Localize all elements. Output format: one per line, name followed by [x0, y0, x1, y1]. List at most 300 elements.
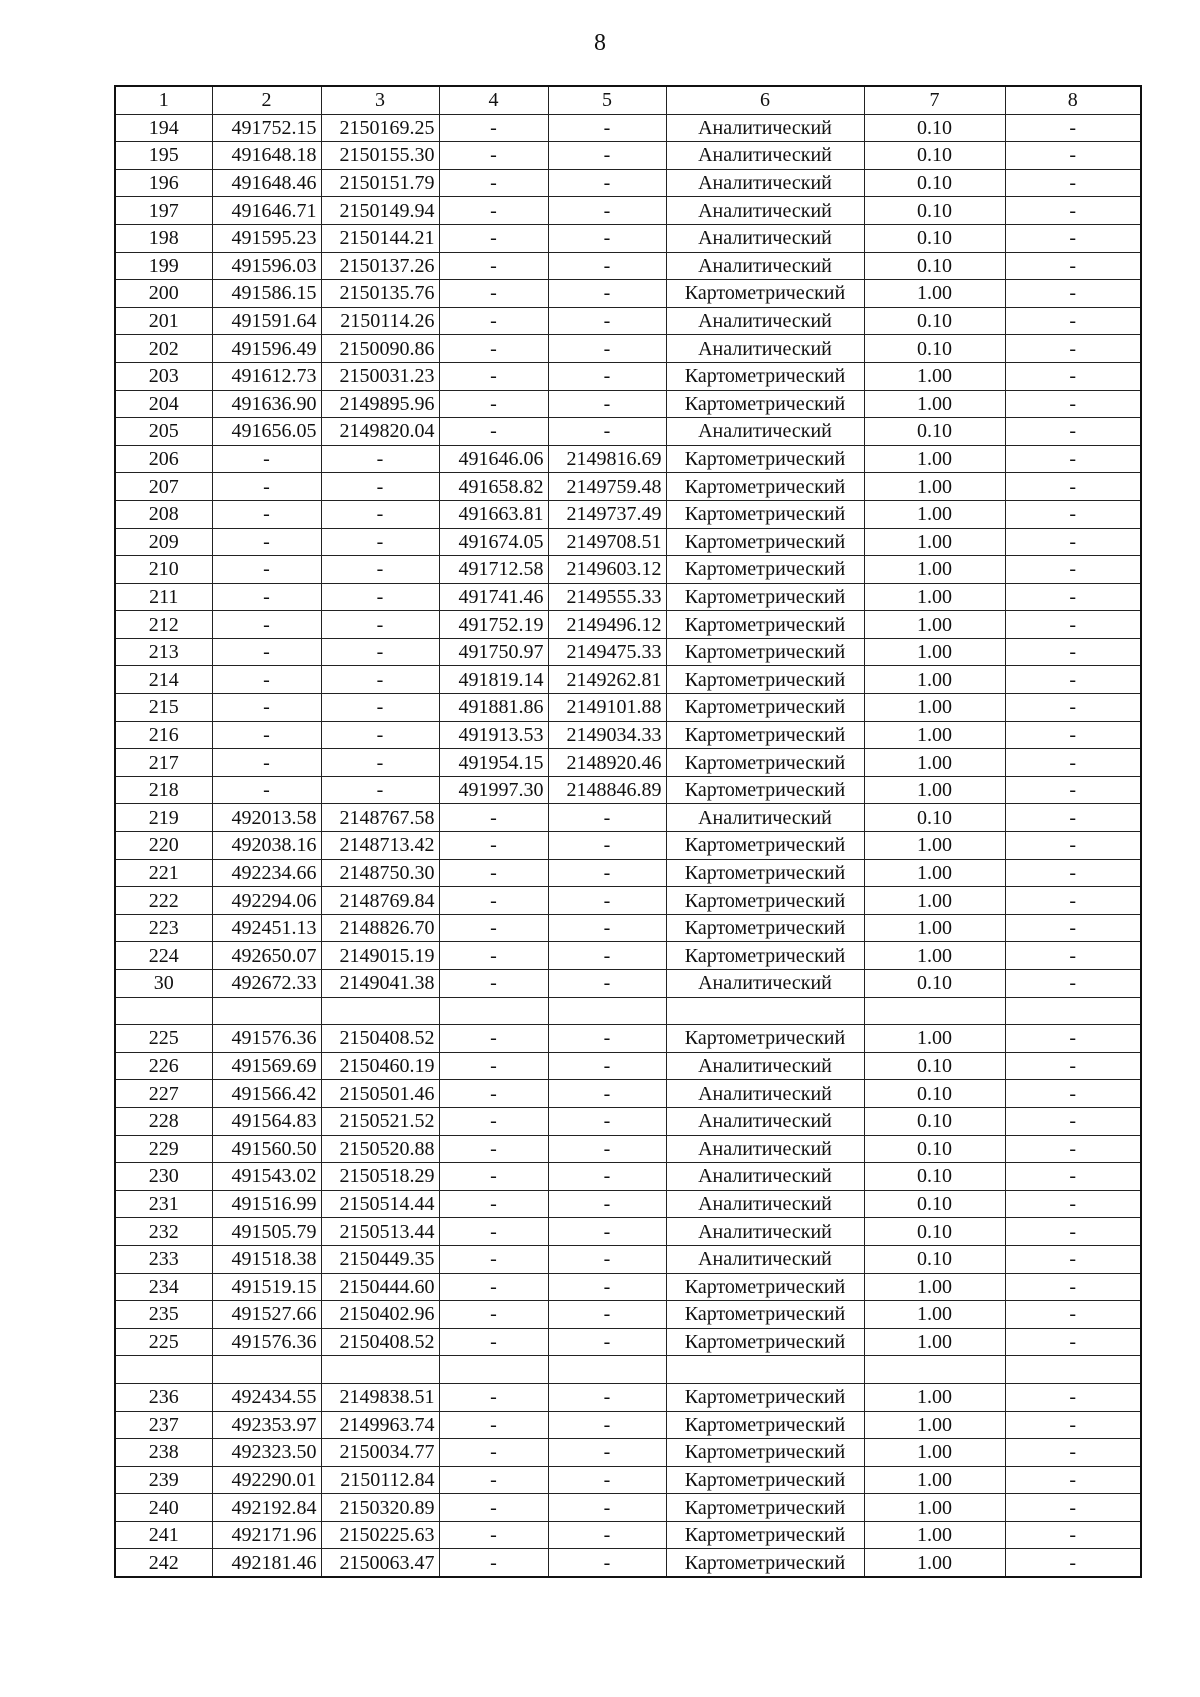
x-coord-cell: 491566.42 [212, 1080, 321, 1108]
x-alt-coord-cell [439, 1356, 548, 1384]
note-cell: - [1005, 445, 1141, 473]
note-cell: - [1005, 556, 1141, 584]
accuracy-cell: 1.00 [864, 638, 1005, 666]
y-alt-coord-cell: - [548, 142, 666, 170]
y-alt-coord-cell: - [548, 335, 666, 363]
x-alt-coord-cell: - [439, 1135, 548, 1163]
method-cell: Аналитический [666, 335, 864, 363]
note-cell: - [1005, 776, 1141, 804]
x-alt-coord-cell: - [439, 1273, 548, 1301]
column-header: 8 [1005, 86, 1141, 114]
x-coord-cell: 492171.96 [212, 1521, 321, 1549]
x-coord-cell: 491518.38 [212, 1245, 321, 1273]
y-coord-cell: 2150112.84 [321, 1466, 439, 1494]
method-cell: Аналитический [666, 224, 864, 252]
point-number-cell: 221 [115, 859, 212, 887]
table-row [115, 280, 1141, 308]
y-alt-coord-cell: 2149034.33 [548, 721, 666, 749]
note-cell: - [1005, 142, 1141, 170]
y-coord-cell: 2149820.04 [321, 418, 439, 446]
point-number-cell: 230 [115, 1163, 212, 1191]
x-coord-cell: 492181.46 [212, 1549, 321, 1577]
y-alt-coord-cell: - [548, 1273, 666, 1301]
table-row [115, 390, 1141, 418]
point-number-cell: 234 [115, 1273, 212, 1301]
x-coord-cell: 492353.97 [212, 1411, 321, 1439]
method-cell: Картометрический [666, 1521, 864, 1549]
x-alt-coord-cell: - [439, 1549, 548, 1577]
accuracy-cell: 1.00 [864, 887, 1005, 915]
note-cell: - [1005, 390, 1141, 418]
y-coord-cell: 2148767.58 [321, 804, 439, 832]
y-alt-coord-cell: - [548, 1494, 666, 1522]
point-number-cell: 241 [115, 1521, 212, 1549]
x-coord-cell: 492650.07 [212, 942, 321, 970]
accuracy-cell: 1.00 [864, 583, 1005, 611]
note-cell: - [1005, 1107, 1141, 1135]
x-coord-cell: 491596.49 [212, 335, 321, 363]
x-alt-coord-cell [439, 997, 548, 1025]
y-alt-coord-cell: 2149759.48 [548, 473, 666, 501]
note-cell: - [1005, 942, 1141, 970]
point-number-cell: 206 [115, 445, 212, 473]
y-coord-cell: 2149963.74 [321, 1411, 439, 1439]
table-row [115, 1301, 1141, 1329]
x-alt-coord-cell: - [439, 1494, 548, 1522]
point-number-cell: 209 [115, 528, 212, 556]
y-alt-coord-cell: - [548, 1411, 666, 1439]
note-cell: - [1005, 1494, 1141, 1522]
x-coord-cell: 492013.58 [212, 804, 321, 832]
x-coord-cell: 492234.66 [212, 859, 321, 887]
x-alt-coord-cell: 491712.58 [439, 556, 548, 584]
y-alt-coord-cell: 2149603.12 [548, 556, 666, 584]
point-number-cell: 220 [115, 832, 212, 860]
point-number-cell: 201 [115, 307, 212, 335]
accuracy-cell: 0.10 [864, 804, 1005, 832]
accuracy-cell: 0.10 [864, 114, 1005, 142]
table-row [115, 1163, 1141, 1191]
table-row [115, 1549, 1141, 1577]
accuracy-cell: 0.10 [864, 1052, 1005, 1080]
y-coord-cell [321, 997, 439, 1025]
note-cell: - [1005, 307, 1141, 335]
method-cell: Аналитический [666, 114, 864, 142]
method-cell: Аналитический [666, 1218, 864, 1246]
point-number-cell: 219 [115, 804, 212, 832]
table-row [115, 1328, 1141, 1356]
accuracy-cell [864, 1356, 1005, 1384]
accuracy-cell [864, 997, 1005, 1025]
coordinates-table [114, 85, 1142, 1578]
table-row [115, 666, 1141, 694]
accuracy-cell: 1.00 [864, 362, 1005, 390]
point-number-cell: 223 [115, 914, 212, 942]
y-alt-coord-cell: - [548, 1466, 666, 1494]
note-cell: - [1005, 169, 1141, 197]
x-coord-cell: 491569.69 [212, 1052, 321, 1080]
method-cell: Картометрический [666, 914, 864, 942]
note-cell: - [1005, 252, 1141, 280]
point-number-cell: 242 [115, 1549, 212, 1577]
method-cell: Картометрический [666, 390, 864, 418]
method-cell: Картометрический [666, 1411, 864, 1439]
table-row [115, 307, 1141, 335]
y-alt-coord-cell: 2149737.49 [548, 500, 666, 528]
table-row [115, 1245, 1141, 1273]
note-cell [1005, 997, 1141, 1025]
table-row [115, 997, 1141, 1025]
method-cell: Картометрический [666, 749, 864, 777]
note-cell: - [1005, 528, 1141, 556]
table-row [115, 1025, 1141, 1053]
y-alt-coord-cell: - [548, 887, 666, 915]
y-alt-coord-cell: 2148920.46 [548, 749, 666, 777]
point-number-cell: 225 [115, 1328, 212, 1356]
y-coord-cell: 2150137.26 [321, 252, 439, 280]
accuracy-cell: 0.10 [864, 1107, 1005, 1135]
method-cell: Картометрический [666, 1549, 864, 1577]
y-coord-cell: 2150460.19 [321, 1052, 439, 1080]
table-row [115, 638, 1141, 666]
table-row [115, 859, 1141, 887]
y-alt-coord-cell: - [548, 1163, 666, 1191]
note-cell: - [1005, 1411, 1141, 1439]
accuracy-cell: 1.00 [864, 1439, 1005, 1467]
method-cell: Картометрический [666, 1494, 864, 1522]
note-cell: - [1005, 1163, 1141, 1191]
x-alt-coord-cell: - [439, 832, 548, 860]
method-cell: Аналитический [666, 1080, 864, 1108]
note-cell: - [1005, 224, 1141, 252]
point-number-cell: 215 [115, 694, 212, 722]
table-row [115, 1439, 1141, 1467]
method-cell: Картометрический [666, 611, 864, 639]
table-row [115, 473, 1141, 501]
x-coord-cell: 491564.83 [212, 1107, 321, 1135]
note-cell: - [1005, 473, 1141, 501]
x-alt-coord-cell: - [439, 1190, 548, 1218]
y-coord-cell: 2150169.25 [321, 114, 439, 142]
x-coord-cell: - [212, 528, 321, 556]
method-cell: Аналитический [666, 1107, 864, 1135]
x-alt-coord-cell: - [439, 390, 548, 418]
note-cell: - [1005, 1328, 1141, 1356]
note-cell: - [1005, 666, 1141, 694]
x-alt-coord-cell: - [439, 1107, 548, 1135]
accuracy-cell: 1.00 [864, 749, 1005, 777]
note-cell: - [1005, 1383, 1141, 1411]
y-alt-coord-cell: - [548, 1549, 666, 1577]
accuracy-cell: 1.00 [864, 942, 1005, 970]
accuracy-cell: 1.00 [864, 445, 1005, 473]
accuracy-cell: 1.00 [864, 914, 1005, 942]
y-alt-coord-cell: - [548, 1135, 666, 1163]
y-coord-cell: 2150144.21 [321, 224, 439, 252]
point-number-cell: 213 [115, 638, 212, 666]
x-alt-coord-cell: - [439, 1218, 548, 1246]
note-cell: - [1005, 1190, 1141, 1218]
y-alt-coord-cell: - [548, 1190, 666, 1218]
x-alt-coord-cell: - [439, 307, 548, 335]
note-cell: - [1005, 887, 1141, 915]
accuracy-cell: 0.10 [864, 1245, 1005, 1273]
note-cell: - [1005, 1301, 1141, 1329]
point-number-cell: 232 [115, 1218, 212, 1246]
point-number-cell: 218 [115, 776, 212, 804]
x-coord-cell: 491648.46 [212, 169, 321, 197]
y-coord-cell: 2150501.46 [321, 1080, 439, 1108]
y-coord-cell: 2150518.29 [321, 1163, 439, 1191]
point-number-cell: 196 [115, 169, 212, 197]
method-cell: Картометрический [666, 1466, 864, 1494]
y-alt-coord-cell: - [548, 970, 666, 998]
x-alt-coord-cell: 491646.06 [439, 445, 548, 473]
note-cell: - [1005, 1245, 1141, 1273]
y-coord-cell: 2150521.52 [321, 1107, 439, 1135]
note-cell: - [1005, 1218, 1141, 1246]
accuracy-cell: 1.00 [864, 1328, 1005, 1356]
y-coord-cell: 2148713.42 [321, 832, 439, 860]
column-header: 7 [864, 86, 1005, 114]
point-number-cell: 227 [115, 1080, 212, 1108]
x-coord-cell: 492290.01 [212, 1466, 321, 1494]
y-coord-cell: 2150090.86 [321, 335, 439, 363]
accuracy-cell: 1.00 [864, 528, 1005, 556]
x-coord-cell: - [212, 500, 321, 528]
note-cell: - [1005, 280, 1141, 308]
method-cell: Картометрический [666, 280, 864, 308]
x-coord-cell: 491595.23 [212, 224, 321, 252]
accuracy-cell: 0.10 [864, 197, 1005, 225]
table-row [115, 1107, 1141, 1135]
x-coord-cell: 491505.79 [212, 1218, 321, 1246]
y-coord-cell: 2149041.38 [321, 970, 439, 998]
note-cell: - [1005, 1052, 1141, 1080]
table-row [115, 1273, 1141, 1301]
y-alt-coord-cell: - [548, 114, 666, 142]
y-coord-cell: 2150408.52 [321, 1025, 439, 1053]
x-coord-cell: - [212, 749, 321, 777]
point-number-cell: 203 [115, 362, 212, 390]
x-alt-coord-cell: - [439, 169, 548, 197]
note-cell: - [1005, 418, 1141, 446]
x-coord-cell: 492434.55 [212, 1383, 321, 1411]
accuracy-cell: 1.00 [864, 694, 1005, 722]
y-alt-coord-cell: - [548, 1521, 666, 1549]
y-alt-coord-cell [548, 997, 666, 1025]
accuracy-cell: 1.00 [864, 1494, 1005, 1522]
y-coord-cell: 2150520.88 [321, 1135, 439, 1163]
note-cell: - [1005, 832, 1141, 860]
x-alt-coord-cell: - [439, 914, 548, 942]
x-coord-cell: 492672.33 [212, 970, 321, 998]
method-cell: Картометрический [666, 473, 864, 501]
accuracy-cell: 0.10 [864, 970, 1005, 998]
y-alt-coord-cell: - [548, 1218, 666, 1246]
table-row [115, 142, 1141, 170]
method-cell: Картометрический [666, 583, 864, 611]
table-row [115, 1383, 1141, 1411]
table-row [115, 776, 1141, 804]
method-cell: Картометрический [666, 500, 864, 528]
accuracy-cell: 1.00 [864, 1411, 1005, 1439]
note-cell: - [1005, 804, 1141, 832]
point-number-cell: 238 [115, 1439, 212, 1467]
accuracy-cell: 1.00 [864, 1521, 1005, 1549]
note-cell: - [1005, 1080, 1141, 1108]
point-number-cell: 199 [115, 252, 212, 280]
table-row [115, 252, 1141, 280]
x-alt-coord-cell: - [439, 224, 548, 252]
table-row [115, 528, 1141, 556]
table-row [115, 749, 1141, 777]
table-row [115, 114, 1141, 142]
y-alt-coord-cell: - [548, 1245, 666, 1273]
accuracy-cell: 1.00 [864, 1549, 1005, 1577]
point-number-cell: 216 [115, 721, 212, 749]
y-coord-cell: - [321, 638, 439, 666]
x-alt-coord-cell: 491752.19 [439, 611, 548, 639]
x-coord-cell: 491648.18 [212, 142, 321, 170]
y-coord-cell: 2150135.76 [321, 280, 439, 308]
y-coord-cell: 2149015.19 [321, 942, 439, 970]
x-alt-coord-cell: - [439, 197, 548, 225]
y-coord-cell: 2150114.26 [321, 307, 439, 335]
y-alt-coord-cell: 2149816.69 [548, 445, 666, 473]
x-coord-cell: 492294.06 [212, 887, 321, 915]
accuracy-cell: 0.10 [864, 224, 1005, 252]
method-cell: Картометрический [666, 445, 864, 473]
y-coord-cell: 2150402.96 [321, 1301, 439, 1329]
note-cell: - [1005, 970, 1141, 998]
method-cell: Аналитический [666, 197, 864, 225]
method-cell: Аналитический [666, 1245, 864, 1273]
y-coord-cell: - [321, 666, 439, 694]
accuracy-cell: 1.00 [864, 500, 1005, 528]
y-coord-cell: 2149838.51 [321, 1383, 439, 1411]
y-alt-coord-cell: 2148846.89 [548, 776, 666, 804]
y-coord-cell: - [321, 500, 439, 528]
point-number-cell: 208 [115, 500, 212, 528]
x-alt-coord-cell: - [439, 942, 548, 970]
table-row [115, 1411, 1141, 1439]
x-alt-coord-cell: - [439, 887, 548, 915]
y-coord-cell: 2150320.89 [321, 1494, 439, 1522]
y-alt-coord-cell: - [548, 832, 666, 860]
x-coord-cell: 491516.99 [212, 1190, 321, 1218]
accuracy-cell: 1.00 [864, 776, 1005, 804]
y-coord-cell: - [321, 583, 439, 611]
accuracy-cell: 1.00 [864, 832, 1005, 860]
y-alt-coord-cell: - [548, 1439, 666, 1467]
column-header: 3 [321, 86, 439, 114]
x-coord-cell: 491636.90 [212, 390, 321, 418]
x-coord-cell: 491543.02 [212, 1163, 321, 1191]
note-cell: - [1005, 1521, 1141, 1549]
point-number-cell: 229 [115, 1135, 212, 1163]
point-number-cell: 235 [115, 1301, 212, 1329]
table-row [115, 445, 1141, 473]
method-cell: Картометрический [666, 528, 864, 556]
method-cell: Картометрический [666, 1328, 864, 1356]
y-alt-coord-cell: - [548, 1052, 666, 1080]
table-row [115, 1052, 1141, 1080]
x-coord-cell: 491586.15 [212, 280, 321, 308]
y-alt-coord-cell: - [548, 914, 666, 942]
y-coord-cell: - [321, 445, 439, 473]
note-cell: - [1005, 694, 1141, 722]
x-coord-cell: 491646.71 [212, 197, 321, 225]
y-alt-coord-cell: - [548, 390, 666, 418]
method-cell: Аналитический [666, 970, 864, 998]
method-cell: Картометрический [666, 887, 864, 915]
note-cell: - [1005, 914, 1141, 942]
point-number-cell: 202 [115, 335, 212, 363]
note-cell: - [1005, 638, 1141, 666]
note-cell: - [1005, 611, 1141, 639]
y-alt-coord-cell: - [548, 1080, 666, 1108]
x-alt-coord-cell: 491674.05 [439, 528, 548, 556]
note-cell: - [1005, 1549, 1141, 1577]
point-number-cell: 237 [115, 1411, 212, 1439]
table-row [115, 970, 1141, 998]
accuracy-cell: 0.10 [864, 1190, 1005, 1218]
accuracy-cell: 1.00 [864, 666, 1005, 694]
x-alt-coord-cell: - [439, 1301, 548, 1329]
y-alt-coord-cell: - [548, 362, 666, 390]
point-number-cell [115, 997, 212, 1025]
method-cell: Картометрический [666, 362, 864, 390]
x-coord-cell: - [212, 583, 321, 611]
accuracy-cell: 0.10 [864, 1135, 1005, 1163]
x-alt-coord-cell: - [439, 1163, 548, 1191]
y-alt-coord-cell: - [548, 1383, 666, 1411]
point-number-cell [115, 1356, 212, 1384]
x-alt-coord-cell: - [439, 418, 548, 446]
y-alt-coord-cell: - [548, 942, 666, 970]
table-row [115, 224, 1141, 252]
accuracy-cell: 1.00 [864, 1466, 1005, 1494]
note-cell: - [1005, 749, 1141, 777]
table-row [115, 1521, 1141, 1549]
note-cell: - [1005, 500, 1141, 528]
method-cell: Картометрический [666, 638, 864, 666]
y-coord-cell: 2150408.52 [321, 1328, 439, 1356]
table-row [115, 1135, 1141, 1163]
y-coord-cell: 2150514.44 [321, 1190, 439, 1218]
note-cell: - [1005, 197, 1141, 225]
point-number-cell: 198 [115, 224, 212, 252]
accuracy-cell: 0.10 [864, 307, 1005, 335]
x-alt-coord-cell: - [439, 1521, 548, 1549]
method-cell: Аналитический [666, 418, 864, 446]
y-alt-coord-cell: - [548, 1025, 666, 1053]
y-alt-coord-cell: - [548, 280, 666, 308]
x-alt-coord-cell: - [439, 280, 548, 308]
x-alt-coord-cell: - [439, 1052, 548, 1080]
x-alt-coord-cell: - [439, 970, 548, 998]
accuracy-cell: 1.00 [864, 1273, 1005, 1301]
table-header-row [115, 86, 1141, 114]
accuracy-cell: 0.10 [864, 1163, 1005, 1191]
table-row [115, 556, 1141, 584]
x-alt-coord-cell: - [439, 252, 548, 280]
y-alt-coord-cell: - [548, 1107, 666, 1135]
y-alt-coord-cell: 2149708.51 [548, 528, 666, 556]
x-coord-cell: 491560.50 [212, 1135, 321, 1163]
y-coord-cell: - [321, 528, 439, 556]
